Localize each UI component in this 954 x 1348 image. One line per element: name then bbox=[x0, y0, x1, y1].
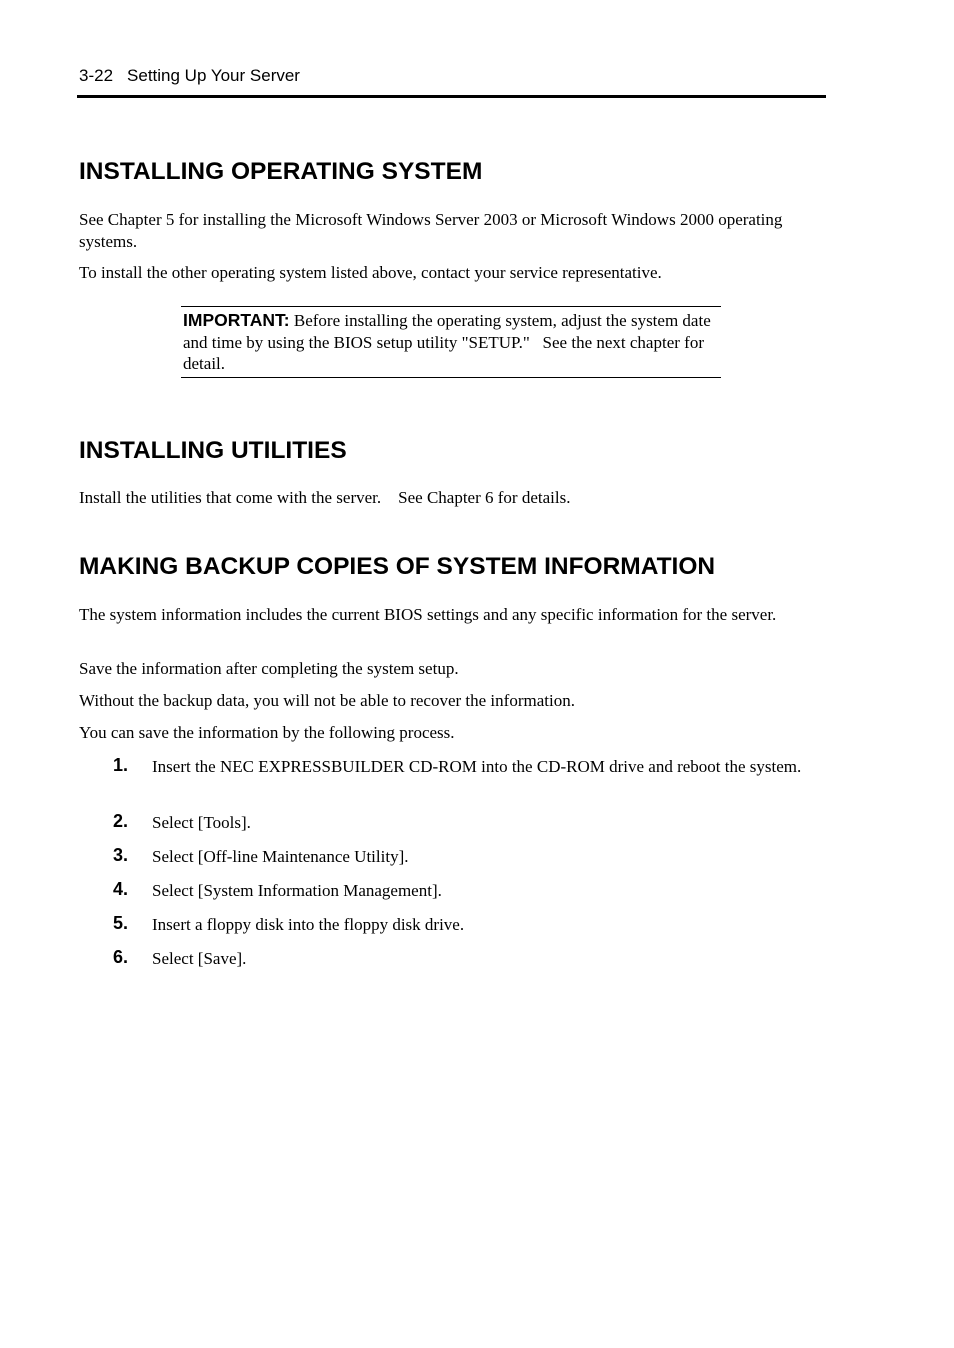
paragraph-backup-warning: Without the backup data, you will not be able to recover the information. bbox=[79, 691, 575, 710]
paragraph-save-after-setup: Save the information after completing the system setup. bbox=[79, 659, 459, 678]
paragraph-contact-representative: To install the other operating system listed above, contact your service representative. bbox=[79, 263, 662, 282]
step-number: 3. bbox=[113, 845, 129, 865]
heading-installing-utilities: INSTALLING UTILITIES bbox=[79, 437, 347, 464]
important-notice-text bbox=[183, 310, 713, 375]
step-number: 1. bbox=[113, 755, 129, 775]
step-number: 6. bbox=[113, 947, 129, 967]
step-number: 4. bbox=[113, 879, 129, 899]
heading-installing-operating-system: INSTALLING OPERATING SYSTEM bbox=[79, 158, 483, 185]
chapter-title: Setting Up Your Server bbox=[127, 66, 300, 85]
step-text: Select [System Information Management]. bbox=[152, 881, 442, 900]
step-text: Select [Save]. bbox=[152, 949, 247, 968]
page-number: 3-22 bbox=[79, 66, 114, 85]
step-number: 2. bbox=[113, 811, 129, 831]
running-header bbox=[79, 66, 300, 86]
paragraph-install-utilities: Install the utilities that come with the server. See Chapter 6 for details. bbox=[79, 488, 571, 507]
heading-making-backup-copies: MAKING BACKUP COPIES OF SYSTEM INFORMATION bbox=[79, 553, 716, 580]
important-body: Before installing the operating system, adjust the system date and time by using the BIOS setup utility "SETUP." See the next chapter for detail. bbox=[183, 311, 711, 373]
step-text: Insert a floppy disk into the floppy disk drive. bbox=[152, 915, 465, 934]
paragraph-chapter-5-reference: See Chapter 5 for installing the Microsoft Windows Server 2003 or Microsoft Windows 2000 operating systems. bbox=[79, 210, 783, 251]
important-notice bbox=[181, 306, 721, 378]
step-text: Select [Tools]. bbox=[152, 813, 251, 832]
step-text: Select [Off-line Maintenance Utility]. bbox=[152, 847, 409, 866]
step-text: Insert the NEC EXPRESSBUILDER CD-ROM into the CD-ROM drive and reboot the system. bbox=[152, 757, 802, 776]
important-label: IMPORTANT: bbox=[183, 310, 290, 330]
step-number: 5. bbox=[113, 913, 129, 933]
paragraph-system-information: The system information includes the current BIOS settings and any specific information for the server. bbox=[79, 605, 777, 624]
paragraph-following-process: You can save the information by the following process. bbox=[79, 723, 455, 742]
header-divider bbox=[77, 95, 826, 98]
